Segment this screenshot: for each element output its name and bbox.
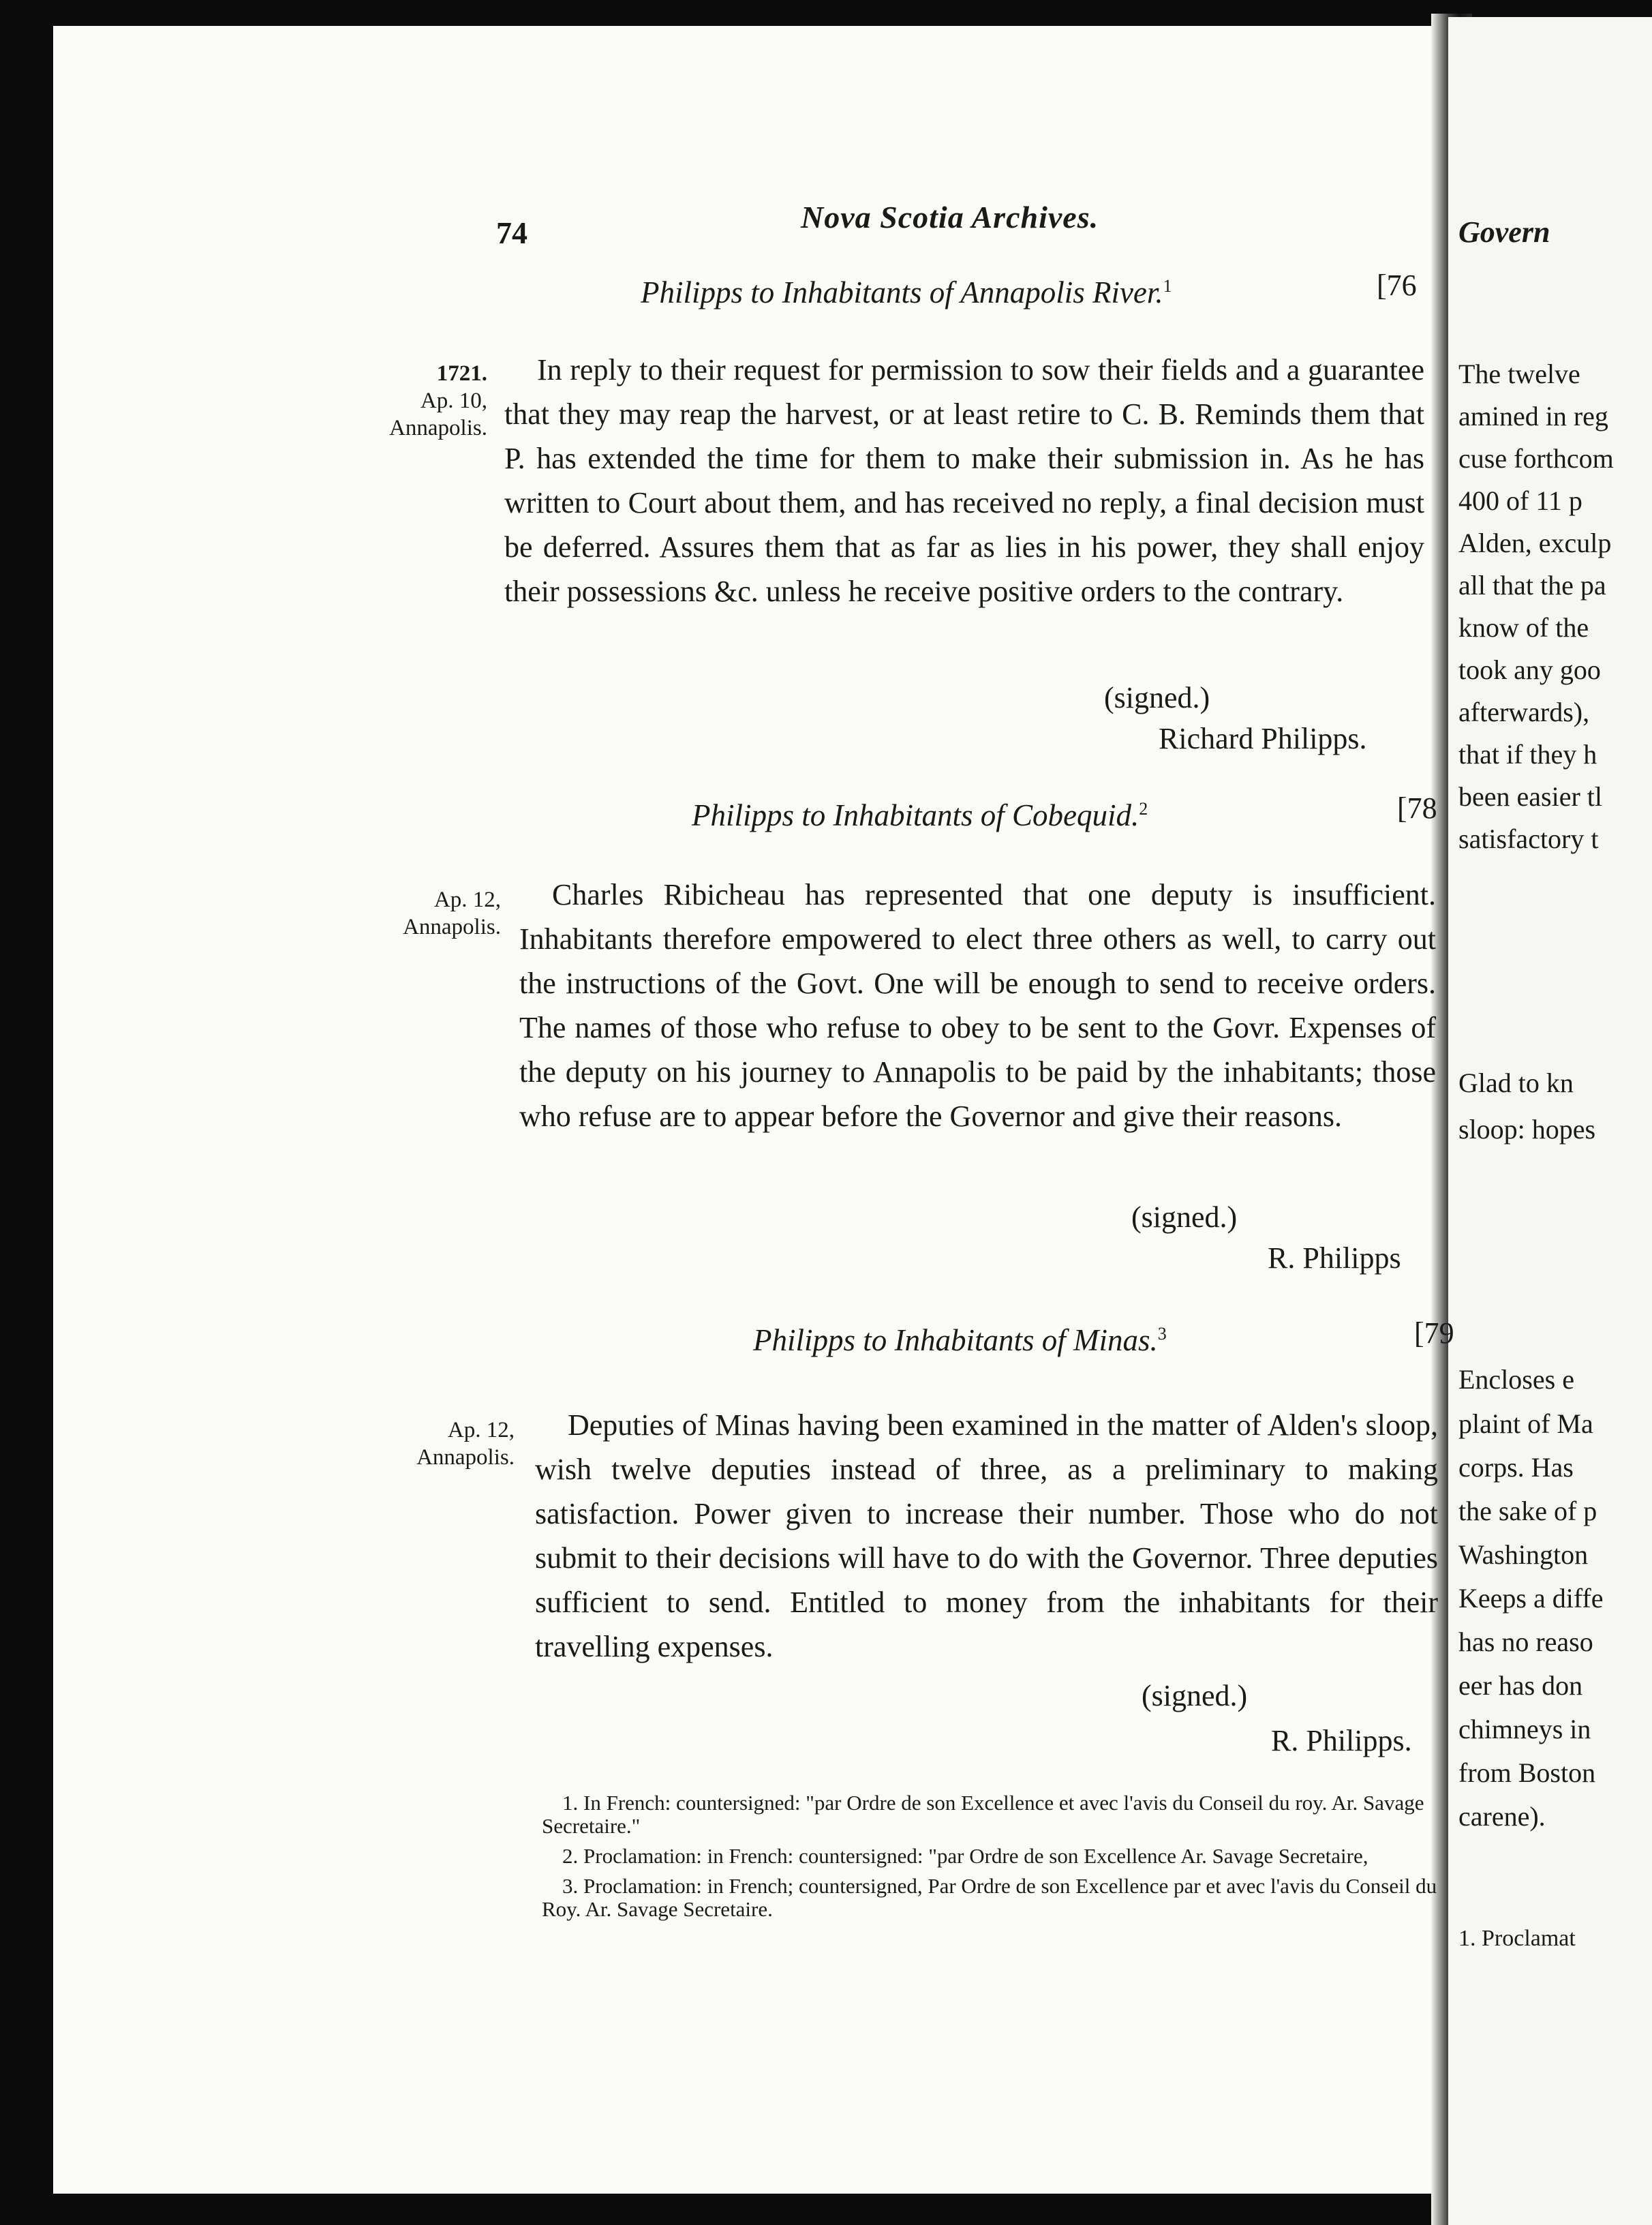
right-line: satisfactory t <box>1458 823 1599 854</box>
margin-date <box>320 360 487 442</box>
right-line: eer has don <box>1458 1670 1583 1701</box>
margin-day: Ap. 12, <box>433 888 501 912</box>
margin-place: Annapolis. <box>403 915 501 939</box>
signature: R. Philipps <box>1268 1241 1401 1275</box>
section-body <box>504 348 1424 614</box>
right-footnote: 1. Proclamat <box>1458 1926 1576 1951</box>
running-head: Nova Scotia Archives. <box>801 200 1099 234</box>
margin-day: Ap. 10, <box>420 389 487 413</box>
signature: Richard Philipps. <box>1159 722 1367 755</box>
section-heading-text: Philipps to Inhabitants of Minas. <box>753 1323 1158 1357</box>
footnote: 3. Proclamation: in French; countersigned, Par Ordre de son Excellence par et avec l'avis du Conseil du Roy. Ar. Savage Secretaire. <box>542 1874 1437 1921</box>
footnote-mark: 2 <box>1139 799 1148 819</box>
section-heading <box>692 798 1148 833</box>
margin-day: Ap. 12, <box>447 1418 515 1442</box>
margin-year: 1721. <box>436 361 487 386</box>
signed-note: (signed.) <box>1131 1200 1238 1234</box>
right-line: know of the <box>1458 612 1589 643</box>
footnotes <box>542 1791 1445 1928</box>
right-line: chimneys in <box>1458 1714 1591 1744</box>
right-line: 400 of 11 p <box>1458 485 1582 516</box>
margin-place: Annapolis. <box>416 1445 515 1470</box>
right-line: Washington <box>1458 1539 1589 1570</box>
section-heading <box>753 1322 1167 1358</box>
section-body-text: Charles Ribicheau has represented that one deputy is insufficient. Inhabitants therefore empowered to elect three others as well, to carry out the instructions of the Govt. One will be enough to send to receive orders. The names of those who refuse to obey to be sent to the Govr. Expenses of the deputy on his journey to Annapolis to be paid by the inhabitants; those who refuse are to appear before the Governor and give their reasons. <box>519 878 1436 1133</box>
section-heading-text: Philipps to Inhabitants of Cobequid. <box>692 798 1139 832</box>
right-line: Encloses e <box>1458 1364 1574 1395</box>
footnote: 1. In French: countersigned: "par Ordre de son Excellence et avec l'avis du Conseil du roy. Ar. Savage Secretaire." <box>542 1791 1424 1838</box>
right-line: took any goo <box>1458 654 1601 685</box>
right-line: plaint of Ma <box>1458 1408 1593 1439</box>
right-line: all that the pa <box>1458 570 1606 601</box>
right-line: has no reaso <box>1458 1626 1593 1657</box>
right-line: cuse forthcom <box>1458 443 1614 474</box>
right-line: corps. Has <box>1458 1452 1574 1483</box>
right-line: sloop: hopes <box>1458 1114 1596 1145</box>
margin-date <box>327 886 501 941</box>
right-line: been easier tl <box>1458 781 1602 812</box>
page-ref: [79 <box>1414 1316 1454 1350</box>
margin-date <box>354 1417 515 1471</box>
right-running-head: Govern <box>1458 215 1550 249</box>
right-line: afterwards), <box>1458 697 1590 727</box>
right-line: The twelve <box>1458 359 1580 389</box>
signed-note: (signed.) <box>1142 1679 1248 1712</box>
page-number: 74 <box>496 215 527 250</box>
section-heading-text: Philipps to Inhabitants of Annapolis River. <box>641 275 1163 309</box>
right-line: Alden, exculp <box>1458 528 1612 558</box>
right-line: amined in reg <box>1458 401 1608 432</box>
right-line: Keeps a diffe <box>1458 1583 1604 1614</box>
right-line: from Boston <box>1458 1757 1596 1788</box>
section-body-text: Deputies of Minas having been examined in the matter of Alden's sloop, wish twelve deputies instead of three, as a preliminary to making satisfaction. Power given to increase their number. Those who do not submit to their decisions will have to do with the Governor. Three deputies sufficient to send. Entitled to money from the inhabitants for their travelling expenses. <box>535 1408 1438 1663</box>
page-ref: [76 <box>1377 269 1417 302</box>
page-ref: [78 <box>1397 791 1437 825</box>
right-line: carene). <box>1458 1801 1546 1832</box>
signed-note: (signed.) <box>1104 681 1210 714</box>
right-line: the sake of p <box>1458 1496 1597 1526</box>
footnote-mark: 1 <box>1163 276 1172 296</box>
section-body <box>519 873 1436 1138</box>
margin-place: Annapolis. <box>389 416 487 440</box>
right-page <box>1448 17 1652 2225</box>
section-body <box>535 1403 1438 1669</box>
footnote: 2. Proclamation: in French: countersigned: "par Ordre de son Excellence Ar. Savage Secretaire, <box>562 1844 1368 1868</box>
signature: R. Philipps. <box>1271 1724 1412 1757</box>
right-line: Glad to kn <box>1458 1068 1574 1098</box>
section-heading <box>641 275 1172 310</box>
section-body-text: In reply to their request for permission to sow their fields and a guarantee that they may reap the harvest, or at least retire to C. B. Reminds them that P. has extended the time for them to make their submission in. As he has written to Court about them, and has received no reply, a final decision must be deferred. Assures them that as far as lies in his power, they shall enjoy their possessions &c. unless he receive positive orders to the contrary. <box>504 353 1424 608</box>
footnote-mark: 3 <box>1157 1324 1167 1344</box>
right-line: that if they h <box>1458 739 1597 770</box>
